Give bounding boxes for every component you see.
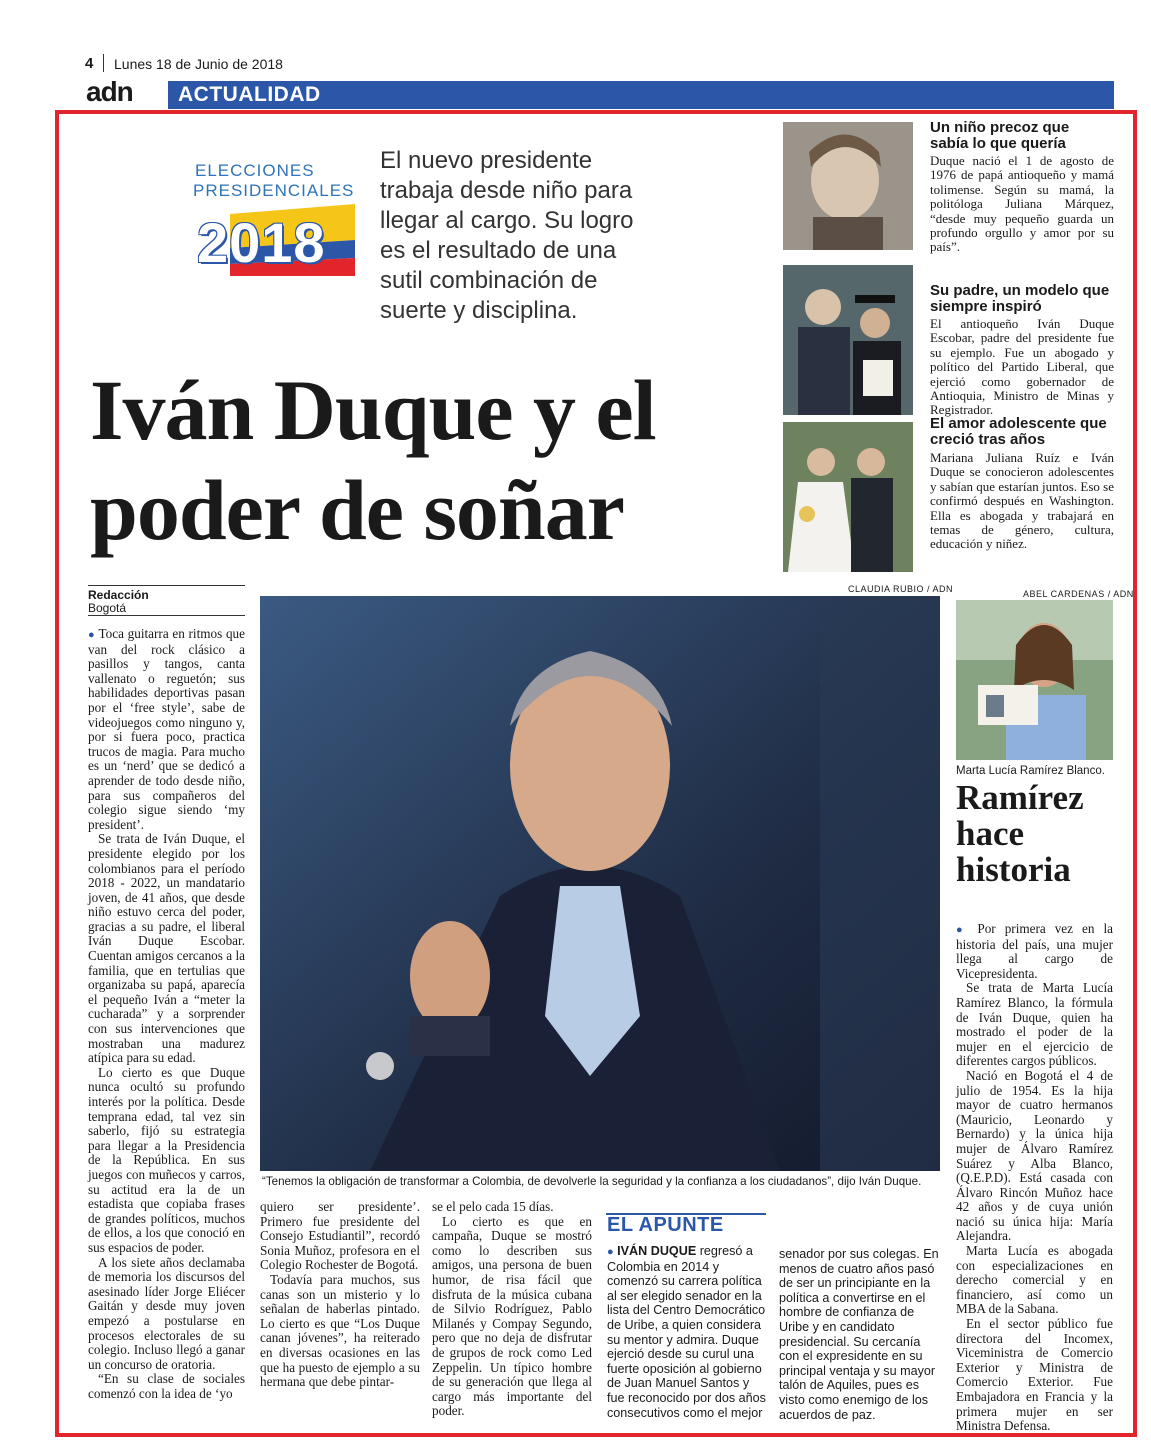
apunte-column-2: senador por sus colegas. En menos de cuatro años pasó de ser un principiante en la política a convertirse en el hombre de confianza de Uribe y en candidato presidencial. Su cercanía con el expresidente en su principal ventaja y su mayor talón de Aquiles, pues es visto como enemigo de los acuerdos de paz. (779, 1247, 939, 1422)
article-column-2 (260, 1200, 420, 1390)
article-column-1 (88, 627, 245, 1401)
article-paragraph-text: Toca guitarra en ritmos que van del rock clásico a pasillos y tangos, canta vallenato o reguetón; sus habilidades deportivas pasan por el ‘free style’, sabe de videojuegos como ninguno y, por si fuera poco, practica trucos de magia. Para mucho es un ‘nerd’ que se dedicó a aprender de todo desde niño, para sus compañeros del colegio sigue siendo ‘my president’. (88, 626, 245, 832)
vp-headline: Ramírez hace historia (956, 778, 1084, 889)
article-paragraph: Lo cierto es que en campaña, Duque se mostró como lo describen sus amigos, una persona de buen humor, de risa fácil que disfruta de la música cubana de Silvio Rodríguez, Pablo Milanés y Compay Segundo, pero que no deja de disfrutar de grupos de rock como Led Zeppelin. Un típico hombre de su generación que llega al cargo más importante del poder. (432, 1213, 592, 1419)
article-paragraph: Lo cierto es que Duque nunca ocultó su profundo interés por la política. Desde temprana edad, tal vez sin saberlo, fijó su estrategia para llegar a la Presidencia de la República. En sus juegos con muñecos y carros, su actitud era la de un estadista que copiaba frases de grandes políticos, muchos de ellos, a los que conoció en sus espacios de poder. (88, 1064, 245, 1255)
sidebar-3-text: Mariana Juliana Ruíz e Iván Duque se conocieron adolescentes y sabían que estarían juntos. Eso se confirmó después en Washington. Ella es abogada y trabajará en temas de género, cultura, educación y niñez. (930, 450, 1114, 552)
byline-rule (88, 585, 245, 586)
vp-paragraph (956, 922, 1113, 981)
badge-year: 2018 (197, 211, 326, 274)
article-paragraph: A los siete años declamaba de memoria los discursos del asesinado líder Jorge Eliécer Gaitán y desde muy joven empezó a postularse en procesos electorales de su colegio. Incluso llegó a ganar un concurso de oratoria. (88, 1254, 245, 1372)
date-separator (103, 54, 104, 72)
article-column-3 (432, 1200, 592, 1419)
issue-date: Lunes 18 de Junio de 2018 (114, 56, 283, 72)
sidebar-1-title: Un niño precoz que sabía lo que quería (930, 119, 1070, 152)
father-graduation-photo (783, 265, 913, 415)
vp-paragraph: Se trata de Marta Lucía Ramírez Blanco, la fórmula de Iván Duque, quien ha mostrado el poder de la mujer en el ejercicio de diferentes cargos públicos. (956, 980, 1113, 1069)
apunte-title: EL APUNTE (607, 1214, 724, 1236)
marta-lucia-ramirez-photo (956, 600, 1113, 760)
wedding-photo (783, 422, 913, 572)
article-paragraph: Se trata de Iván Duque, el presidente elegido por los colombianos para el período 2018 - 2022, un mandatario joven, de 41 años, que desde niño estuvo cerca del poder, gracias a su padre, el liberal Iván Duque Escobar. Cuentan amigos cercanos a la familia, que en tertulias que organizaba su papá, aparecía el pequeño Iván a “meter la cucharada” y a sorprender con sus intervenciones que mostraban una madurez atípica para su edad. (88, 831, 245, 1066)
apunte-text-1: regresó a Colombia en 2014 y comenzó su carrera política al ser elegido senador en la lista del Centro Democrático de Uribe, a quien considera su mentor y admira. Duque ejerció desde su curul una fuerte oposición al gobierno de Juan Manuel Santos y fue reconocido por dos años consecutivos como el mejor (607, 1244, 766, 1420)
vp-paragraph: Nació en Bogotá el 4 de julio de 1954. Es la hija mayor de cuatro hermanos (Mauricio, Leonardo y Bernardo) y la única hija mujer de Álvaro Ramírez Suárez y Alba Blanco, (Q.E.P.D). Está casada con Álvaro Rincón Muñoz hace 42 años y de cuya unión nació su única hija: María Alejandra. (956, 1067, 1113, 1244)
sidebar-2-text: El antioqueño Iván Duque Escobar, padre del presidente fue su ejemplo. Fue un abogado y político del Partido Liberal, que ejerció como gobernador de Antioquia, Ministro de Minas y Registrador. (930, 316, 1114, 418)
apunte-lead: IVÁN DUQUE (617, 1244, 697, 1258)
byline-city: Bogotá (88, 601, 127, 615)
badge-line-1: ELECCIONES (195, 161, 315, 180)
main-headline: Iván Duque y el poder de soñar (90, 362, 656, 558)
intro-deck: El nuevo presidente trabaja desde niño para llegar al cargo. Su logro es el resultado de una sutil combinación de suerte y disciplina. (380, 147, 634, 324)
vp-article-column (956, 922, 1113, 1434)
vp-paragraph: Marta Lucía es abogada con especializaciones en derecho comercial y en financiero, así como un MBA de la Sabana. (956, 1243, 1113, 1317)
bullet-icon: ● (88, 629, 96, 641)
article-paragraph: Todavía para muchos, sus canas son un misterio y lo señalan de haberlas pintado. Lo cierto es que “Los Duque canan jóvenes”, ha reiterado en diversas ocasiones en las que ha puesto de ejemplo a su hermana que debe pintar- (260, 1271, 420, 1390)
vp-photo-credit: ABEL CARDENAS / ADN (1023, 589, 1134, 599)
vp-photo-caption: Marta Lucía Ramírez Blanco. (956, 765, 1105, 777)
byline-rule-bottom (88, 615, 245, 616)
vp-paragraph: En el sector público fue directora del Incomex, Viceministra de Comercio Exterior y Ministra de Comercio Exterior. Fue Embajadora en Francia y la primera mujer en ser Ministra Defensa. (956, 1316, 1113, 1434)
apunte-column-1 (607, 1244, 769, 1420)
vp-paragraph-text: Por primera vez en la historia del país, una mujer llega al cargo de Vicepresidenta. (956, 921, 1113, 981)
bullet-icon: ● (607, 1246, 614, 1258)
section-label: ACTUALIDAD (178, 83, 321, 106)
sidebar-3-title: El amor adolescente que creció tras años (930, 415, 1107, 448)
article-paragraph (88, 627, 245, 832)
brand-logo: adn (86, 76, 133, 107)
main-photo-caption: “Tenemos la obligación de transformar a Colombia, de devolverle la seguridad y la confianza a los ciudadanos”, dijo Iván Duque. (262, 1175, 922, 1188)
page-number: 4 (85, 55, 94, 72)
badge-line-2: PRESIDENCIALES (193, 181, 355, 200)
article-paragraph: quiero ser presidente’. Primero fue presidente del Consejo Estudiantil”, recordó Sonia Muñoz, profesora en el Colegio Rochester de Bogotá. (260, 1199, 420, 1273)
ivan-duque-photo (260, 596, 940, 1171)
byline-author: Redacción (88, 588, 149, 602)
article-paragraph: se el pelo cada 15 días. (432, 1199, 554, 1214)
sidebar-2-title: Su padre, un modelo que siempre inspiró (930, 282, 1110, 315)
main-photo-credit: CLAUDIA RUBIO / ADN (848, 584, 954, 594)
sidebar-1-text: Duque nació el 1 de agosto de 1976 de papá antioqueño y mamá tolimense. Según su mamá, la politóloga Juliana Márquez, “desde muy pequeño guarda un profundo orgullo y amor por su país”. (930, 153, 1114, 255)
child-photo (783, 122, 913, 250)
article-paragraph: “En su clase de sociales comenzó con la idea de ‘yo (88, 1371, 245, 1401)
bullet-icon: ● (956, 924, 969, 936)
